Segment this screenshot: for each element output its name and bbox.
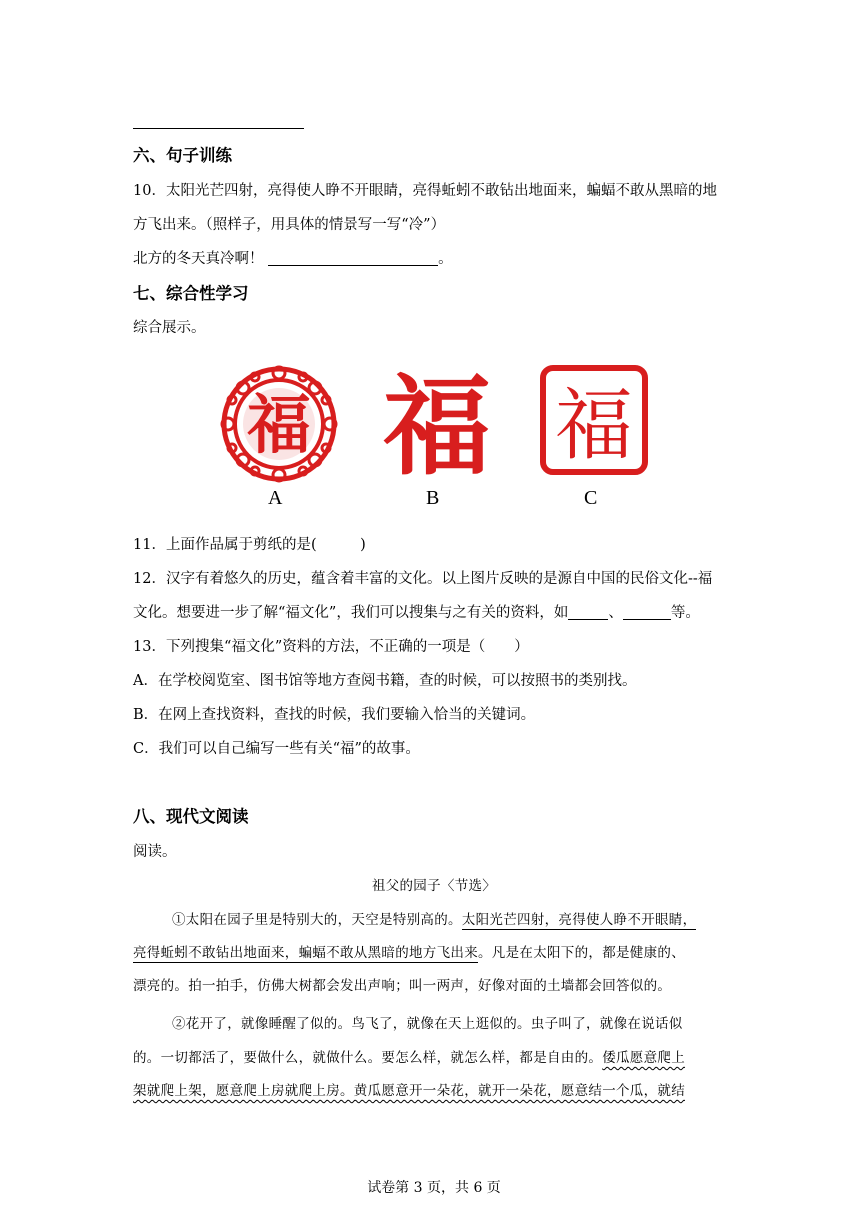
question-13-option-c: C．我们可以自己编写一些有关“福”的故事。 [133, 741, 420, 757]
question-12-separator: 、 [608, 605, 623, 621]
figure-label-c: C [584, 487, 598, 509]
page-footer: 试卷第 3 页，共 6 页 [367, 1180, 501, 1196]
question-10-line-2: 方飞出来。（照样子，用具体的情景写一写“冷”） [133, 217, 446, 233]
underlined-sentence: 亮得蚯蚓不敢钻出地面来，蝙蝠不敢从黑暗的地方飞出来 [133, 945, 478, 961]
section-8-heading: 八、现代文阅读 [133, 807, 249, 826]
section-7-intro: 综合展示。 [133, 320, 206, 336]
question-10-prompt: 北方的冬天真冷啊！ [133, 251, 264, 267]
question-10-answer-line [133, 249, 453, 269]
question-11: 11．上面作品属于剪纸的是( ) [133, 537, 366, 553]
figure-label-b: B [426, 487, 440, 509]
section-8-intro: 阅读。 [133, 844, 177, 860]
papercut-fu-char: 福 [247, 389, 311, 463]
passage-line: 漂亮的。拍一拍手，仿佛大树都会发出声响；叫一两声，好像对面的土墙都会回答似的。 [133, 978, 672, 994]
wavy-underlined-sentence: 架就爬上架，愿意爬上房就爬上房。黄瓜愿意开一朵花，就开一朵花，愿意结一个瓜，就结 [133, 1083, 685, 1099]
seal-fu-char: 福 [554, 381, 634, 471]
papercut-fu-image [219, 364, 339, 484]
calligraphy-fu-image [378, 364, 496, 482]
underlined-sentence: 太阳光芒四射，亮得使人睁不开眼睛， [461, 912, 697, 928]
passage-title: 祖父的园子〈节选〉 [371, 878, 497, 894]
wavy-underlined-sentence: 倭瓜愿意爬上 [602, 1050, 686, 1066]
seal-fu-image [539, 364, 649, 476]
top-rule [133, 128, 304, 129]
calligraphy-fu-char: 福 [382, 365, 492, 482]
passage-line: ②花开了，就像睡醒了似的。鸟飞了，就像在天上逛似的。虫子叫了，就像在说话似 [172, 1016, 683, 1032]
answer-blank[interactable] [268, 250, 438, 266]
section-7-heading: 七、综合性学习 [133, 284, 249, 303]
passage-line [133, 1048, 685, 1068]
passage-line [172, 910, 696, 930]
passage-text: 的。一切都活了，要做什么，就做什么。要怎么样，就怎么样，都是自由的。 [133, 1050, 603, 1066]
answer-blank[interactable] [623, 604, 671, 620]
question-10-end: 。 [438, 251, 453, 267]
question-12-line-1: 12．汉字有着悠久的历史，蕴含着丰富的文化。以上图片反映的是源自中国的民俗文化--福 [133, 571, 713, 587]
answer-blank[interactable] [568, 604, 608, 620]
passage-text: ①太阳在园子里是特别大的，天空是特别高的。 [172, 912, 462, 928]
section-6-heading: 六、句子训练 [133, 146, 232, 165]
question-13-option-b: B．在网上查找资料，查找的时候，我们要输入恰当的关键词。 [133, 707, 536, 723]
question-10-line-1: 10．太阳光芒四射，亮得使人睁不开眼睛，亮得蚯蚓不敢钻出地面来，蝙蝠不敢从黑暗的地 [133, 183, 717, 199]
question-12-line-2 [133, 603, 700, 623]
passage-text: 。凡是在太阳下的，都是健康的、 [478, 945, 685, 961]
question-12-end: 等。 [670, 605, 700, 621]
question-13: 13．下列搜集“福文化”资料的方法，不正确的一项是（ ） [133, 639, 529, 655]
question-13-option-a: A．在学校阅览室、图书馆等地方查阅书籍，查的时候，可以按照书的类别找。 [133, 673, 637, 689]
passage-line [133, 1081, 685, 1101]
question-12-text: 文化。想要进一步了解“福文化”，我们可以搜集与之有关的资料，如 [133, 605, 569, 621]
figure-label-a: A [268, 487, 283, 509]
passage-line [133, 943, 685, 963]
